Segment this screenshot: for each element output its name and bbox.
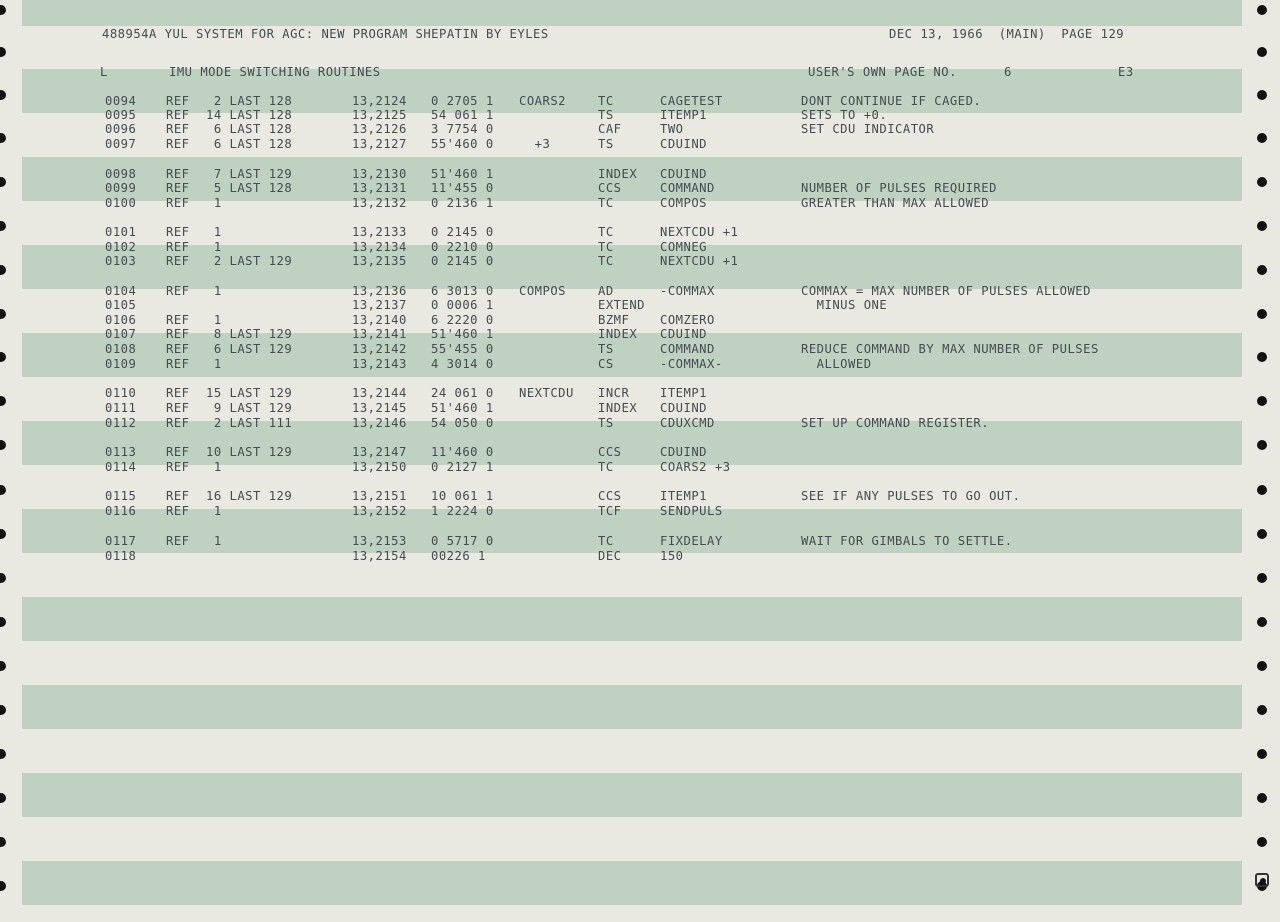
listing-addr: 13,2150	[352, 460, 407, 474]
corner-mark-icon	[1255, 873, 1269, 887]
listing-ref: REF	[166, 94, 190, 108]
green-bar-band	[22, 0, 1242, 26]
listing-operand: COARS2 +3	[660, 460, 731, 474]
listing-line: 0105	[105, 298, 137, 312]
listing-op: TC	[598, 254, 614, 268]
listing-word: 1 2224 0	[431, 504, 494, 518]
feed-hole	[0, 705, 6, 715]
listing-ref: REF	[166, 401, 190, 415]
listing-op: TC	[598, 240, 614, 254]
listing-word: 0 2127 1	[431, 460, 494, 474]
listing-op: INDEX	[598, 167, 638, 181]
listing-line: 0101	[105, 225, 137, 239]
listing-word: 11'455 0	[431, 181, 494, 195]
listing-operand: COMNEG	[660, 240, 708, 254]
listing-refinfo: 1	[206, 225, 222, 239]
listing-row	[0, 240, 1280, 255]
green-bar-band	[22, 861, 1242, 905]
listing-operand: ITEMP1	[660, 108, 708, 122]
listing-refinfo: 1	[206, 240, 222, 254]
listing-word: 11'460 0	[431, 445, 494, 459]
listing-addr: 13,2135	[352, 254, 407, 268]
listing-op: CS	[598, 357, 614, 371]
listing-comment: SET CDU INDICATOR	[801, 122, 935, 136]
listing-addr: 13,2145	[352, 401, 407, 415]
listing-row	[0, 94, 1280, 109]
listing-op: TC	[598, 225, 614, 239]
feed-hole	[1257, 705, 1267, 715]
green-bar-band	[22, 685, 1242, 729]
listing-refinfo: 6 LAST 129	[206, 342, 293, 356]
listing-op: CCS	[598, 489, 622, 503]
listing-addr: 13,2125	[352, 108, 407, 122]
feed-hole	[0, 837, 6, 847]
listing-row	[0, 225, 1280, 240]
feed-hole	[0, 5, 6, 15]
listing-row	[0, 167, 1280, 182]
listing-ref: REF	[166, 357, 190, 371]
listing-row	[0, 489, 1280, 504]
listing-row	[0, 181, 1280, 196]
listing-row	[0, 122, 1280, 137]
listing-row	[0, 108, 1280, 123]
listing-addr: 13,2137	[352, 298, 407, 312]
green-bar-band	[22, 773, 1242, 817]
listing-refinfo: 5 LAST 128	[206, 181, 293, 195]
listing-op: BZMF	[598, 313, 630, 327]
listing-row	[0, 549, 1280, 564]
listing-refinfo: 1	[206, 460, 222, 474]
listing-refinfo: 1	[206, 357, 222, 371]
listing-row	[0, 386, 1280, 401]
listing-op: CAF	[598, 122, 622, 136]
listing-line: 0100	[105, 196, 137, 210]
listing-operand: COMMAND	[660, 181, 715, 195]
listing-ref: REF	[166, 225, 190, 239]
subheader-title: IMU MODE SWITCHING ROUTINES	[169, 65, 381, 79]
listing-ref: REF	[166, 284, 190, 298]
listing-row	[0, 460, 1280, 475]
listing-operand: COMZERO	[660, 313, 715, 327]
listing-addr: 13,2153	[352, 534, 407, 548]
listing-addr: 13,2147	[352, 445, 407, 459]
listing-comment: NUMBER OF PULSES REQUIRED	[801, 181, 997, 195]
feed-hole	[1257, 573, 1267, 583]
listing-word: 3 7754 0	[431, 122, 494, 136]
header-right: DEC 13, 1966 (MAIN) PAGE 129	[889, 27, 1125, 41]
listing-ref: REF	[166, 167, 190, 181]
listing-op: TS	[598, 342, 614, 356]
listing-word: 51'460 1	[431, 327, 494, 341]
listing-op: TC	[598, 196, 614, 210]
listing-refinfo: 10 LAST 129	[206, 445, 293, 459]
listing-word: 0 2145 0	[431, 254, 494, 268]
listing-refinfo: 6 LAST 128	[206, 122, 293, 136]
listing-line: 0106	[105, 313, 137, 327]
listing-addr: 13,2124	[352, 94, 407, 108]
listing-word: 6 3013 0	[431, 284, 494, 298]
listing-refinfo: 1	[206, 196, 222, 210]
listing-ref: REF	[166, 254, 190, 268]
listing-operand: CDUIND	[660, 401, 708, 415]
listing-refinfo: 1	[206, 534, 222, 548]
listing-line: 0115	[105, 489, 137, 503]
listing-word: 0 2145 0	[431, 225, 494, 239]
listing-ref: REF	[166, 534, 190, 548]
listing-comment: GREATER THAN MAX ALLOWED	[801, 196, 990, 210]
listing-line: 0118	[105, 549, 137, 563]
listing-addr: 13,2141	[352, 327, 407, 341]
listing-word: 51'460 1	[431, 401, 494, 415]
listing-refinfo: 8 LAST 129	[206, 327, 293, 341]
listing-ref: REF	[166, 416, 190, 430]
listing-operand: CDUIND	[660, 137, 708, 151]
listing-addr: 13,2131	[352, 181, 407, 195]
listing-ref: REF	[166, 342, 190, 356]
listing-operand: -COMMAX	[660, 284, 715, 298]
listing-op: CCS	[598, 181, 622, 195]
listing-ref: REF	[166, 122, 190, 136]
listing-row	[0, 357, 1280, 372]
listing-line: 0111	[105, 401, 137, 415]
header-left: 488954A YUL SYSTEM FOR AGC: NEW PROGRAM SHEPATIN BY EYLES	[102, 27, 549, 41]
listing-refinfo: 2 LAST 111	[206, 416, 293, 430]
listing-operand: CDUIND	[660, 167, 708, 181]
listing-addr: 13,2136	[352, 284, 407, 298]
feed-hole	[1257, 47, 1267, 57]
listing-row	[0, 284, 1280, 299]
listing-op: DEC	[598, 549, 622, 563]
listing-ref: REF	[166, 445, 190, 459]
listing-line: 0098	[105, 167, 137, 181]
listing-word: 0 2210 0	[431, 240, 494, 254]
listing-op: INDEX	[598, 327, 638, 341]
listing-line: 0096	[105, 122, 137, 136]
feed-hole	[1257, 617, 1267, 627]
listing-op: INDEX	[598, 401, 638, 415]
listing-operand: TWO	[660, 122, 684, 136]
listing-row	[0, 401, 1280, 416]
feed-hole	[0, 793, 6, 803]
listing-operand: CDUIND	[660, 445, 708, 459]
listing-addr: 13,2146	[352, 416, 407, 430]
listing-word: 55'460 0	[431, 137, 494, 151]
feed-hole	[1257, 661, 1267, 671]
listing-addr: 13,2132	[352, 196, 407, 210]
listing-op: TS	[598, 137, 614, 151]
listing-operand: ITEMP1	[660, 386, 708, 400]
green-bar-band	[22, 597, 1242, 641]
listing-ref: REF	[166, 327, 190, 341]
listing-word: 54 050 0	[431, 416, 494, 430]
listing-operand: SENDPULS	[660, 504, 723, 518]
listing-word: 55'455 0	[431, 342, 494, 356]
listing-refinfo: 2 LAST 128	[206, 94, 293, 108]
listing-word: 0 0006 1	[431, 298, 494, 312]
listing-addr: 13,2152	[352, 504, 407, 518]
listing-line: 0104	[105, 284, 137, 298]
listing-refinfo: 7 LAST 129	[206, 167, 293, 181]
listing-addr: 13,2133	[352, 225, 407, 239]
listing-operand: ITEMP1	[660, 489, 708, 503]
listing-ref: REF	[166, 196, 190, 210]
listing-refinfo: 1	[206, 504, 222, 518]
listing-line: 0099	[105, 181, 137, 195]
listing-row	[0, 298, 1280, 313]
listing-word: 51'460 1	[431, 167, 494, 181]
listing-line: 0116	[105, 504, 137, 518]
listing-word: 6 2220 0	[431, 313, 494, 327]
listing-row	[0, 342, 1280, 357]
listing-refinfo: 16 LAST 129	[206, 489, 293, 503]
listing-line: 0117	[105, 534, 137, 548]
listing-row	[0, 254, 1280, 269]
listing-comment: REDUCE COMMAND BY MAX NUMBER OF PULSES	[801, 342, 1099, 356]
listing-line: 0102	[105, 240, 137, 254]
listing-op: AD	[598, 284, 614, 298]
feed-hole	[0, 749, 6, 759]
listing-op: CCS	[598, 445, 622, 459]
listing-word: 0 2136 1	[431, 196, 494, 210]
listing-operand: NEXTCDU +1	[660, 225, 739, 239]
listing-comment: SET UP COMMAND REGISTER.	[801, 416, 990, 430]
listing-addr: 13,2142	[352, 342, 407, 356]
listing-line: 0114	[105, 460, 137, 474]
feed-hole	[0, 573, 6, 583]
listing-line: 0109	[105, 357, 137, 371]
listing-line: 0103	[105, 254, 137, 268]
listing-op: TS	[598, 108, 614, 122]
listing-operand: COMPOS	[660, 196, 708, 210]
listing-addr: 13,2154	[352, 549, 407, 563]
listing-ref: REF	[166, 386, 190, 400]
feed-hole	[1257, 793, 1267, 803]
listing-refinfo: 9 LAST 129	[206, 401, 293, 415]
listing-line: 0112	[105, 416, 137, 430]
listing-row	[0, 313, 1280, 328]
listing-word: 10 061 1	[431, 489, 494, 503]
listing-refinfo: 6 LAST 128	[206, 137, 293, 151]
listing-operand: CDUXCMD	[660, 416, 715, 430]
listing-word: 0 2705 1	[431, 94, 494, 108]
listing-op: TC	[598, 534, 614, 548]
listing-operand: CAGETEST	[660, 94, 723, 108]
listing-row	[0, 445, 1280, 460]
listing-operand: CDUIND	[660, 327, 708, 341]
feed-hole	[0, 661, 6, 671]
listing-addr: 13,2134	[352, 240, 407, 254]
listing-row	[0, 416, 1280, 431]
listing-row	[0, 534, 1280, 549]
listing-row	[0, 504, 1280, 519]
feed-hole	[1257, 749, 1267, 759]
listing-ref: REF	[166, 137, 190, 151]
listing-ref: REF	[166, 313, 190, 327]
listing-op: INCR	[598, 386, 630, 400]
listing-line: 0097	[105, 137, 137, 151]
listing-comment: SEE IF ANY PULSES TO GO OUT.	[801, 489, 1021, 503]
listing-operand: COMMAND	[660, 342, 715, 356]
listing-line: 0108	[105, 342, 137, 356]
listing-word: 24 061 0	[431, 386, 494, 400]
feed-hole	[0, 617, 6, 627]
listing-word: 00226 1	[431, 549, 486, 563]
listing-label: COARS2	[519, 94, 567, 108]
listing-word: 0 5717 0	[431, 534, 494, 548]
listing-line: 0107	[105, 327, 137, 341]
listing-addr: 13,2130	[352, 167, 407, 181]
page-code: E3	[1118, 65, 1134, 79]
subheader-marker: L	[100, 65, 108, 79]
listing-operand: NEXTCDU +1	[660, 254, 739, 268]
listing-label: COMPOS	[519, 284, 567, 298]
listing-refinfo: 14 LAST 128	[206, 108, 293, 122]
listing-addr: 13,2151	[352, 489, 407, 503]
listing-ref: REF	[166, 489, 190, 503]
feed-hole	[1257, 5, 1267, 15]
listing-comment: SETS TO +0.	[801, 108, 888, 122]
listing-row	[0, 327, 1280, 342]
listing-line: 0113	[105, 445, 137, 459]
listing-line: 0094	[105, 94, 137, 108]
listing-addr: 13,2143	[352, 357, 407, 371]
user-page-number: 6	[1004, 65, 1012, 79]
listing-addr: 13,2144	[352, 386, 407, 400]
listing-refinfo: 1	[206, 313, 222, 327]
listing-comment: MINUS ONE	[801, 298, 888, 312]
listing-comment: DONT CONTINUE IF CAGED.	[801, 94, 982, 108]
user-page-label: USER'S OWN PAGE NO.	[808, 65, 957, 79]
listing-addr: 13,2140	[352, 313, 407, 327]
listing-line: 0110	[105, 386, 137, 400]
listing-op: TS	[598, 416, 614, 430]
listing-op: TC	[598, 94, 614, 108]
feed-hole	[0, 881, 6, 891]
listing-refinfo: 1	[206, 284, 222, 298]
listing-operand: FIXDELAY	[660, 534, 723, 548]
feed-hole	[0, 47, 6, 57]
listing-comment: COMMAX = MAX NUMBER OF PULSES ALLOWED	[801, 284, 1091, 298]
listing-refinfo: 2 LAST 129	[206, 254, 293, 268]
listing-op: EXTEND	[598, 298, 646, 312]
listing-ref: REF	[166, 504, 190, 518]
listing-word: 4 3014 0	[431, 357, 494, 371]
listing-ref: REF	[166, 240, 190, 254]
listing-row	[0, 137, 1280, 152]
listing-ref: REF	[166, 108, 190, 122]
listing-word: 54 061 1	[431, 108, 494, 122]
listing-operand: 150	[660, 549, 684, 563]
listing-addr: 13,2127	[352, 137, 407, 151]
listing-refinfo: 15 LAST 129	[206, 386, 293, 400]
listing-operand: -COMMAX-	[660, 357, 723, 371]
listing-label: NEXTCDU	[519, 386, 574, 400]
listing-ref: REF	[166, 460, 190, 474]
listing-comment: WAIT FOR GIMBALS TO SETTLE.	[801, 534, 1013, 548]
listing-op: TCF	[598, 504, 622, 518]
listing-ref: REF	[166, 181, 190, 195]
feed-hole	[1257, 837, 1267, 847]
listing-line: 0095	[105, 108, 137, 122]
listing-label: +3	[519, 137, 551, 151]
listing-addr: 13,2126	[352, 122, 407, 136]
listing-comment: ALLOWED	[801, 357, 872, 371]
listing-op: TC	[598, 460, 614, 474]
listing-row	[0, 196, 1280, 211]
